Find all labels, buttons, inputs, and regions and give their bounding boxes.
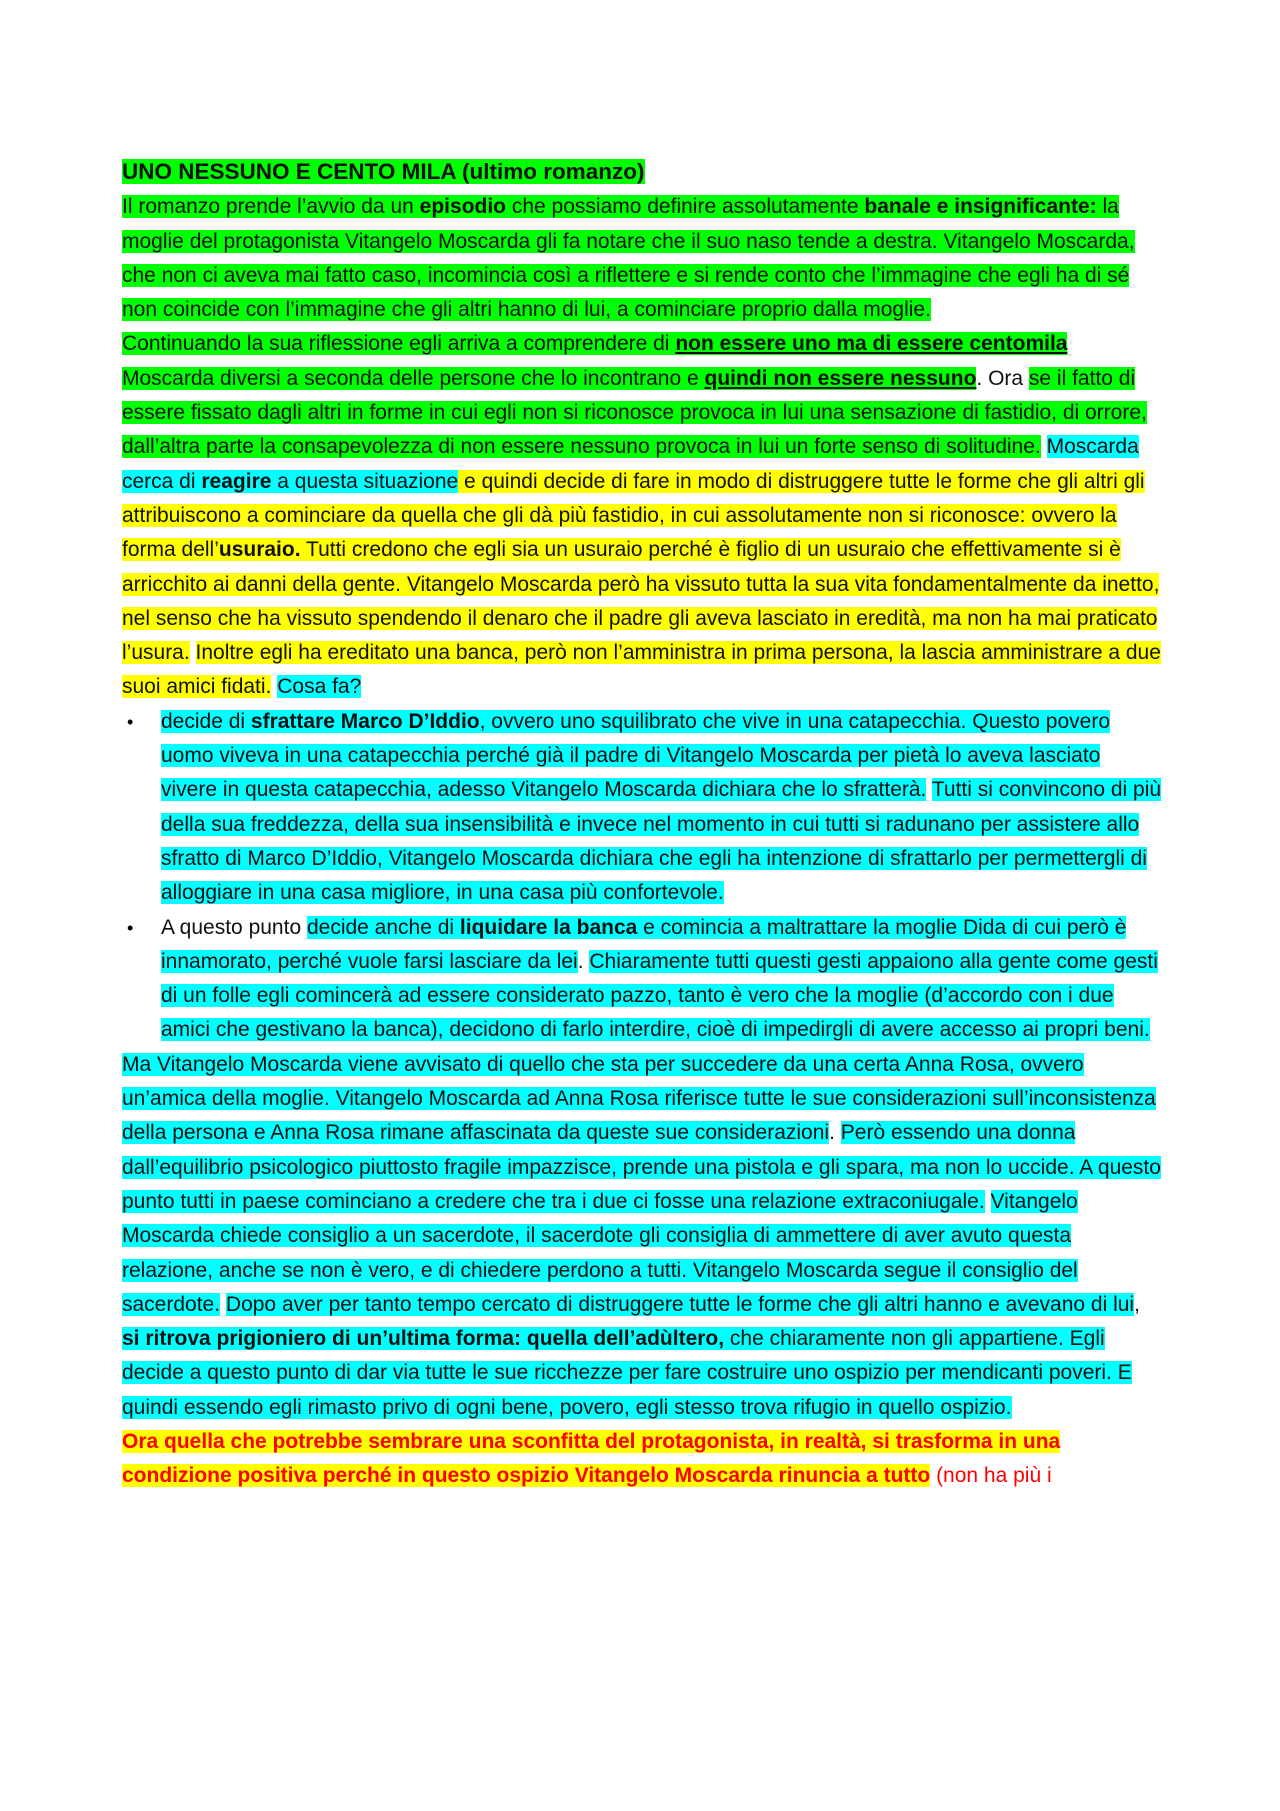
paragraph-conclusion	[122, 1425, 1162, 1494]
paragraph-reflection	[122, 327, 1162, 704]
document-title	[122, 155, 1162, 190]
list-item	[127, 911, 1162, 1048]
text-run: Cosa fa?	[277, 675, 362, 699]
text-run: Tutti si convincono di più della sua freddezza, della sua insensibilità e invece nel momento in cui tutti si radunano per assistere allo sfratto di Marco D’Iddio, Vitangelo Moscarda dichiara che egli ha intenzione di sfrattarlo per permettergli di alloggiare in una casa migliore, in una casa più confortevole.	[161, 778, 1162, 905]
bold-text: liquidare la banca	[459, 915, 638, 939]
list-item	[127, 705, 1162, 911]
text-run	[985, 1190, 991, 1213]
text-run: Chiaramente tutti questi gesti appaiono alla gente come gesti di un folle egli comincerà ad essere considerato pazzo, tanto è vero che la moglie (d’accordo con i due amici che gestivano la banca), decidono di farlo interdire, cioè di impedirgli di avere accesso ai propri beni.	[161, 949, 1158, 1042]
text-run: A questo punto	[161, 915, 307, 939]
text-run: .	[829, 1121, 841, 1145]
text-run: Moscarda diversi a seconda delle persone che lo incontrano e	[122, 366, 705, 390]
text-run: Ma Vitangelo Moscarda viene avvisato di quello che sta per succedere da una certa Anna Rosa, ovvero un’amica della moglie. Vitangelo Moscarda ad Anna Rosa riferisce tutte le sue considerazioni sull’inconsistenza della persona e Anna Rosa rimane affascinata da queste sue considerazioni	[122, 1052, 1156, 1145]
red-text: (non ha più i	[930, 1464, 1052, 1488]
bold-red-text: Ora quella che potrebbe sembrare una sconfitta del protagonista, in realtà, si trasforma in una condizione positiva perché in questo ospizio Vitangelo Moscarda rinuncia a tutto	[122, 1429, 1061, 1488]
text-run: decide anche di	[306, 915, 460, 939]
text-run: e quindi decide di fare in modo di distruggere tutte le forme che gli altri gli attribuiscono a cominciare da quella che gli dà più fastidio, in cui assolutamente non si riconosce: ovvero la forma dell’	[122, 469, 1145, 562]
text-run: la moglie del protagonista Vitangelo Moscarda gli fa notare che il suo naso tende a destra. Vitangelo Moscarda, che non ci aveva mai fatto caso, incomincia così a riflettere e si rende conto che l’immagine che egli ha di sé non coincide con l’immagine che gli altri hanno di lui, a cominciare proprio dalla moglie.	[122, 195, 1135, 322]
text-run	[190, 641, 196, 664]
bullet-icon: •	[127, 711, 134, 732]
text-run: Vitangelo Moscarda chiede consiglio a un sacerdote, il sacerdote gli consiglia di ammettere di aver avuto questa relazione, anche se non è vero, e di chiedere perdono a tutti. Vitangelo Moscarda segue il consiglio del sacerdote.	[122, 1189, 1078, 1316]
text-run: Inoltre egli ha ereditato una banca, però non l’amministra in prima persona, la lascia amministrare a due suoi amici fidati.	[122, 641, 1161, 699]
paragraph-anna-rosa	[122, 1048, 1162, 1425]
text-run: Però essendo una donna dall’equilibrio psicologico piuttosto fragile impazzisce, prende una pistola e gli spara, ma non lo uccide. A questo punto tutti in paese cominciano a credere che tra i due ci fosse una relazione extraconiugale.	[122, 1121, 1161, 1213]
text-run: ,	[1134, 1292, 1140, 1316]
text-run: Dopo aver per tanto tempo cercato di distruggere tutte le forme che gli altri hanno e avevano di lui	[225, 1292, 1135, 1316]
text-run: decide di	[161, 709, 251, 733]
text-run: che possiamo definire assolutamente	[506, 195, 865, 219]
bullet-icon: •	[127, 917, 134, 938]
bullet-list	[122, 705, 1162, 1048]
text-run: se il fatto di essere fissato dagli altri in forme in cui egli non si riconosce provoca in lui una sensazione di fastidio, di orrore, dall’altra parte la consapevolezza di non essere nessuno provoca in lui un forte senso di solitudine.	[122, 366, 1147, 459]
bold-text: usuraio.	[218, 538, 301, 562]
bold-text: episodio	[419, 195, 507, 219]
bold-text: sfrattare Marco D’Iddio	[250, 709, 480, 733]
underlined-bold-text: quindi non essere nessuno	[704, 366, 977, 390]
bold-text: si ritrova prigioniero di un’ultima forma: quella dell’adùltero,	[122, 1327, 725, 1351]
text-run: Moscarda cerca di	[122, 435, 1139, 493]
title-text: UNO NESSUNO E CENTO MILA (ultimo romanzo)	[122, 159, 645, 184]
text-run: , ovvero uno squilibrato che vive in una catapecchia. Questo povero uomo viveva in una catapecchia perché già il padre di Vitangelo Moscarda per pietà lo aveva lasciato vivere in questa catapecchia, adesso Vitangelo Moscarda dichiara che lo sfratterà.	[161, 709, 1111, 802]
paragraph-intro	[122, 190, 1162, 327]
text-run: .	[577, 949, 590, 973]
underlined-bold-text: non essere uno ma di essere centomila	[675, 332, 1068, 356]
text-run: a questa situazione	[271, 469, 459, 493]
text-run: . Ora	[976, 366, 1029, 390]
text-run: che chiaramente non gli appartiene. Egli decide a questo punto di dar via tutte le sue ricchezze per fare costruire uno ospizio per mendicanti poveri. E quindi essendo egli rimasto privo di ogni bene, povero, egli stesso trova rifugio in quello ospizio.	[122, 1327, 1132, 1419]
bold-text: banale e insignificante:	[864, 195, 1097, 219]
text-run: Continuando la sua riflessione egli arriva a comprendere di	[122, 332, 676, 356]
document-page	[122, 155, 1162, 1494]
text-run: e comincia a maltrattare la moglie Dida di cui però è innamorato, perché vuole farsi lasciare da lei	[161, 915, 1127, 973]
bold-text: reagire	[201, 469, 272, 493]
text-run: Il romanzo prende l’avvio da un	[122, 195, 420, 219]
text-run: Tutti credono che egli sia un usuraio perché è figlio di un usuraio che effettivamente si è arricchito ai danni della gente. Vitangelo Moscarda però ha vissuto tutta la sua vita fondamentalmente da inetto, nel senso che ha vissuto spendendo il denaro che il padre gli aveva lasciato in eredità, ma non ha mai praticato l’usura.	[122, 538, 1160, 665]
